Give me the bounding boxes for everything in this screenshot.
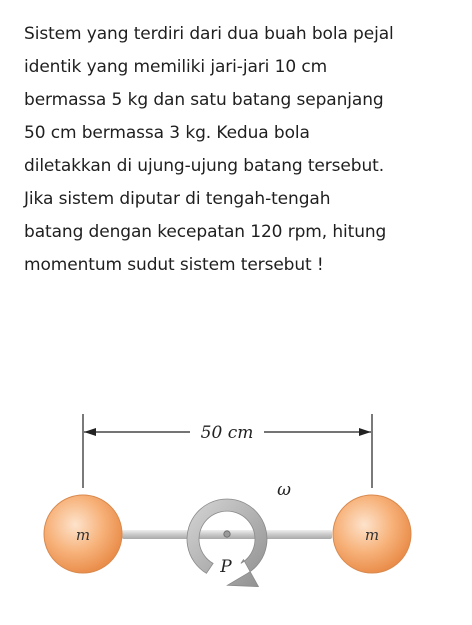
pivot-label: P [220, 557, 232, 577]
rotating-dumbbell-figure [22, 400, 452, 615]
problem-line: batang dengan kecepatan 120 rpm, hitung [24, 222, 387, 242]
problem-text [24, 18, 454, 282]
right-mass-label: m [364, 526, 380, 544]
problem-line: 50 cm bermassa 3 kg. Kedua bola [24, 123, 310, 143]
problem-line: momentum sudut sistem tersebut ! [24, 255, 324, 275]
dimension-arrowhead-right [359, 428, 371, 436]
omega-label: ω [277, 480, 291, 500]
problem-line: Sistem yang terdiri dari dua buah bola pejal [24, 24, 394, 44]
problem-line: bermassa 5 kg dan satu batang sepanjang [24, 90, 384, 110]
left-mass-label: m [75, 526, 91, 544]
figure-svg [22, 400, 452, 615]
problem-line: identik yang memiliki jari-jari 10 cm [24, 57, 328, 77]
pivot-point [224, 531, 230, 537]
problem-line: Jika sistem diputar di tengah-tengah [24, 189, 331, 209]
dimension-arrowhead-left [84, 428, 96, 436]
length-label: 50 cm [200, 423, 254, 443]
problem-line: diletakkan di ujung-ujung batang tersebut. [24, 156, 385, 176]
